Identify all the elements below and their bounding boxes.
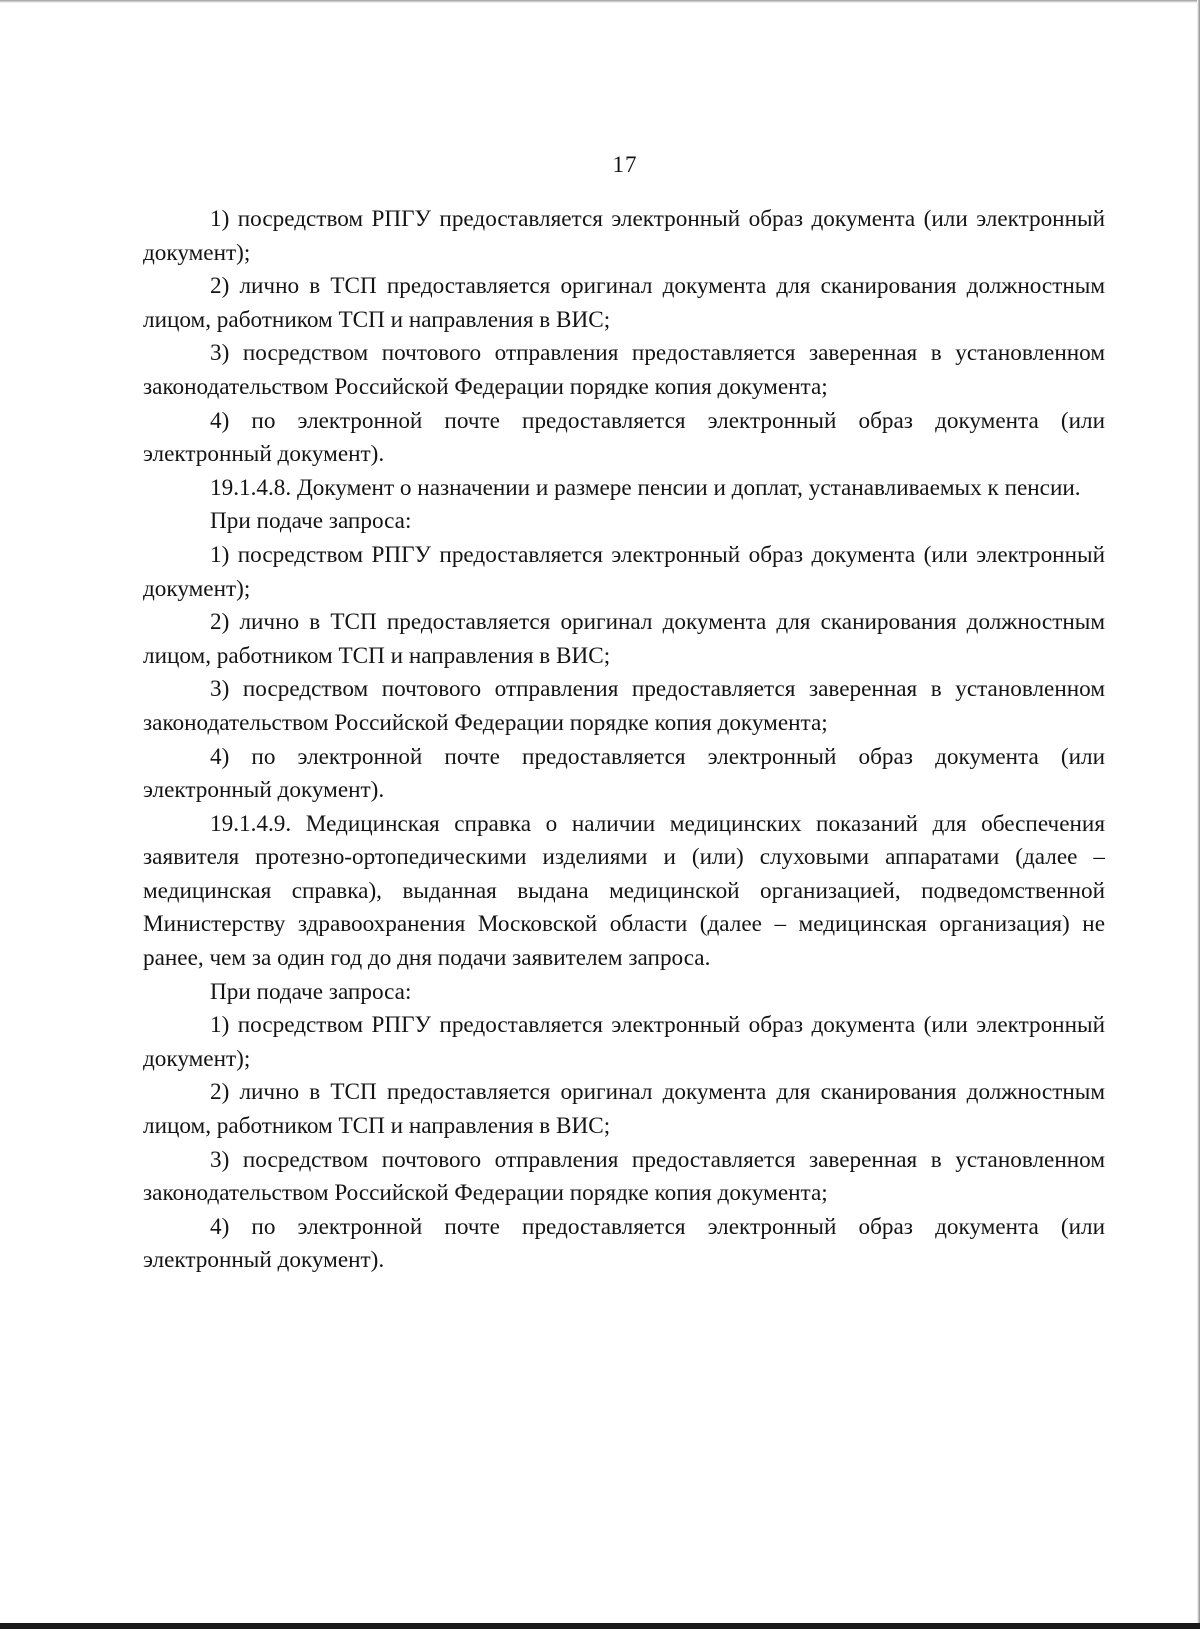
list-item-tsp: 2) лично в ТСП предоставляется оригинал документа для сканирования должностным лицом, работником ТСП и направления в ВИС; (143, 273, 1105, 333)
list-item-email: 4) по электронной почте предоставляется электронный образ документа (или электронный документ). (143, 743, 1105, 804)
list-item-mail: 3) посредством почтового отправления предоставляется заверенная в установленном законодательством Российской Федерации порядке копия документа; (143, 1146, 1105, 1207)
request-intro: При подаче запроса: (210, 978, 412, 1005)
list-item-email: 4) по электронной почте предоставляется электронный образ документа (или электронный документ). (143, 407, 1105, 468)
list-item-email: 4) по электронной почте предоставляется электронный образ документа (или электронный документ). (143, 1213, 1105, 1274)
list-item-rpgu: 1) посредством РПГУ предоставляется электронный образ документа (или электронный документ); (143, 541, 1105, 602)
section-19-1-4-8: 19.1.4.8. Документ о назначении и размере пенсии и доплат, устанавливаемых к пенсии. (210, 474, 1081, 501)
page-number: 17 (612, 152, 638, 177)
scan-edge-top (0, 0, 1200, 3)
list-item-tsp: 2) лично в ТСП предоставляется оригинал документа для сканирования должностным лицом, работником ТСП и направления в ВИС; (143, 1079, 1105, 1140)
list-item-rpgu: 1) посредством РПГУ предоставляется электронный образ документа (или электронный документ); (143, 1012, 1105, 1072)
document-body (143, 203, 1105, 1278)
section-19-1-4-9: 19.1.4.9. Медицинская справка о наличии медицинских показаний для обеспечения заявителя протезно-ортопедическими изделиями и (или) слуховыми аппаратами (далее – медицинская справка), выданная выдана медицинской организацией, подведомственной Министерству здравоохранения Московской области (далее – медицинская организация) не ранее, чем за один год до дня подачи заявителем запроса. (143, 810, 1105, 972)
list-item-mail: 3) посредством почтового отправления предоставляется заверенная в установленном законодательством Российской Федерации порядке копия документа; (143, 676, 1105, 736)
list-item-mail: 3) посредством почтового отправления предоставляется заверенная в установленном законодательством Российской Федерации порядке копия документа; (143, 340, 1105, 400)
scan-edge-bottom (0, 1623, 1200, 1629)
list-item-tsp: 2) лично в ТСП предоставляется оригинал документа для сканирования должностным лицом, работником ТСП и направления в ВИС; (143, 609, 1105, 669)
request-intro: При подаче запроса: (210, 508, 412, 535)
list-item-rpgu: 1) посредством РПГУ предоставляется электронный образ документа (или электронный документ); (143, 206, 1105, 266)
